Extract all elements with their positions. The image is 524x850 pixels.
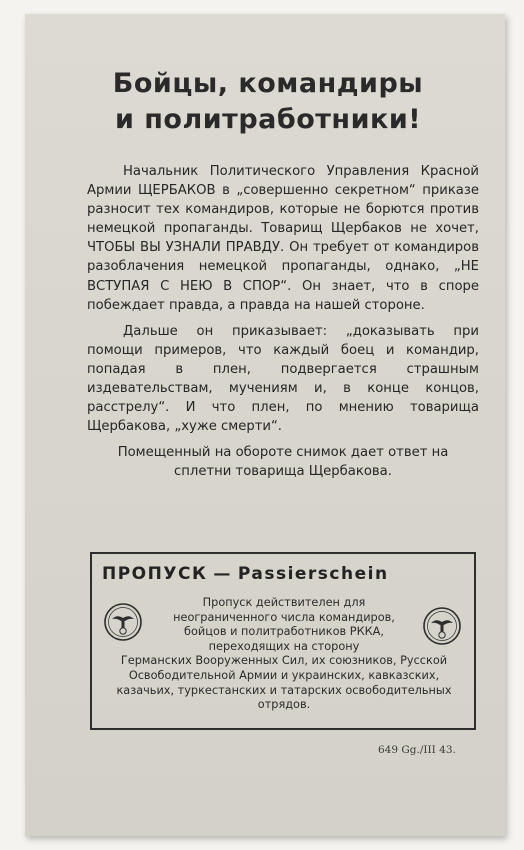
pass-text-narrow: Пропуск действителен для неограниченного числа командиров, бойцов и политработников РККА, переходящих на сторону — [173, 596, 395, 653]
body-paragraph: Дальше он приказывает: „доказывать при помощи примеров, что каждый боец и командир, попадая в плен, подвергается страшным издевательствам, мучениям и, в конце концов, расстрелу“. И что плен, по мнению товарища Щербакова, „хуже смерти“. — [87, 323, 479, 435]
print-code: 649 Gg./III 43. — [378, 744, 456, 756]
headline-line-2: и политработники! — [114, 104, 422, 135]
body-paragraph: Начальник Политического Управления Красной Армии ЩЕРБАКОВ в „совершенно секретном“ приказе разносит тех командиров, которые не борются против немецкой пропаганды. Товарищ Щербаков не хочет, ЧТОБЫ ВЫ УЗНАЛИ ПРАВДУ. Он требует от командиров разоблачения немецкой пропаганды, однако, „НЕ ВСТУПАЯ С НЕЮ В СПОР“. Он знает, что в споре побеждает правда, а правда на нашей стороне. — [87, 164, 479, 313]
leaflet-body — [87, 162, 479, 489]
pass-title — [102, 564, 468, 584]
pass-title-separator: — — [213, 564, 232, 584]
headline-line-1: Бойцы, командиры — [112, 68, 424, 99]
pass-title-ru: ПРОПУСК — [102, 564, 208, 584]
pass-text-wide: Германских Вооруженных Сил, их союзников, Русской Освободительной Армии и украинских, кавказских, казачьих, туркестанских и татарских освободительных отрядов. — [116, 654, 452, 712]
pass-text — [104, 596, 464, 713]
body-paragraph: Помещенный на обороте снимок дает ответ на сплетни товарища Щербакова. — [117, 445, 449, 480]
pass-title-de: Passierschein — [237, 564, 389, 584]
leaflet-headline — [58, 66, 478, 138]
pass-box — [90, 552, 476, 730]
